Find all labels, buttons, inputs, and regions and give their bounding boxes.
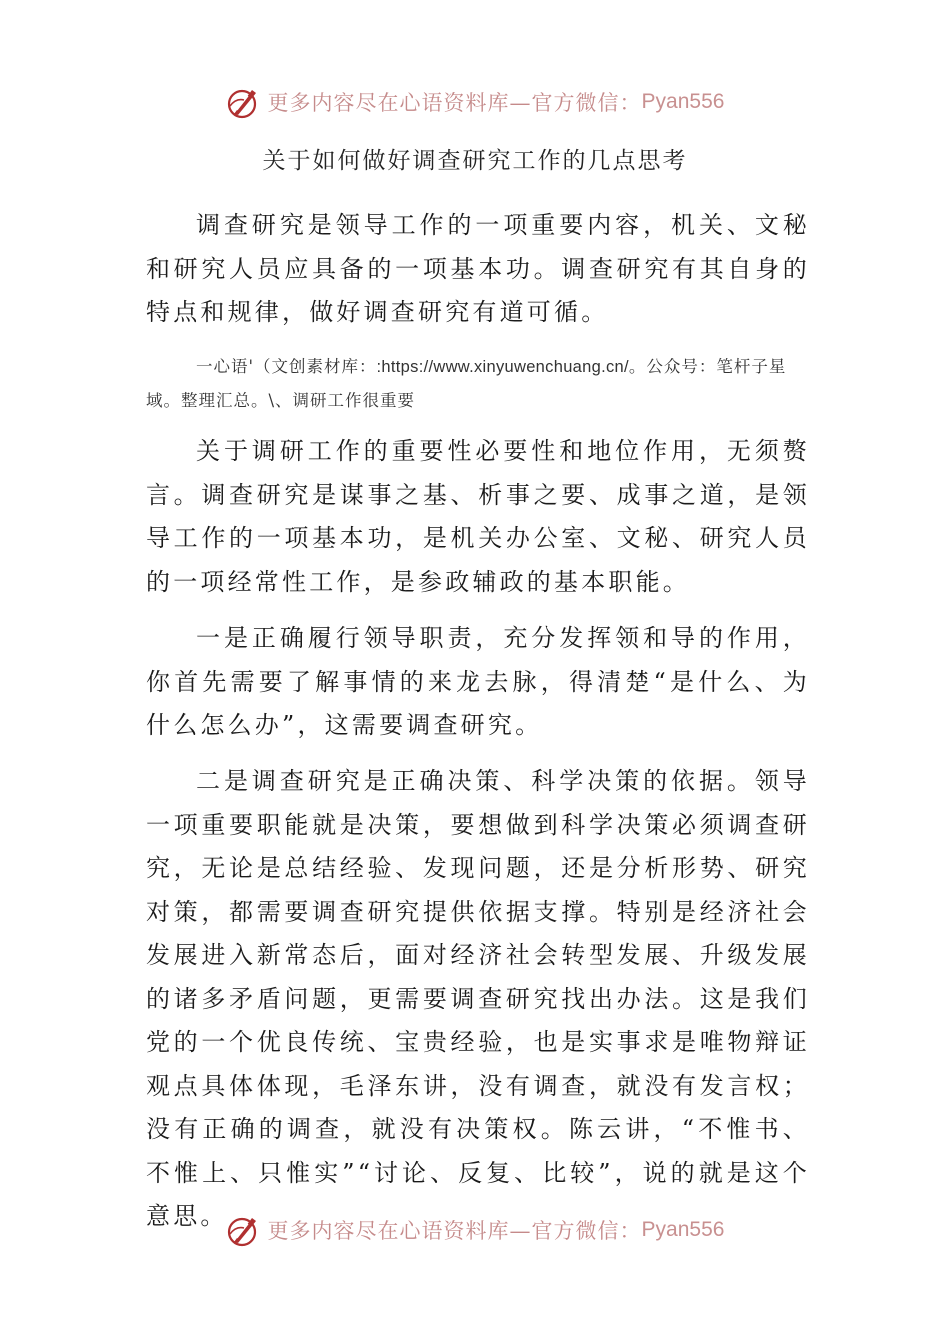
source-note-prefix: 一心语'（文创素材库： — [196, 357, 377, 376]
quill-pen-logo-icon — [226, 1212, 262, 1248]
banner-text: 更多内容尽在心语资料库—官方微信： — [267, 91, 642, 115]
paragraph-intro: 调查研究是领导工作的一项重要内容，机关、文秘和研究人员应具备的一项基本功。调查研究有其自身的特点和规律，做好调查研究有道可循。 — [146, 211, 810, 326]
source-note — [146, 350, 810, 417]
banner-wechat-id: Pyan556 — [641, 1218, 725, 1241]
source-note-suffix: 。公众号：笔杆子星域。整理汇总。\、调研工作很重要 — [146, 357, 787, 410]
paragraph-importance: 关于调研工作的重要性必要性和地位作用，无须赘言。调查研究是谋事之基、析事之要、成事之道，是领导工作的一项基本功，是机关办公室、文秘、研究人员的一项经常性工作，是参政辅政的基本职能。 — [146, 437, 810, 596]
header-watermark-banner — [0, 82, 950, 122]
footer-watermark-banner — [0, 1210, 950, 1250]
banner-text: 更多内容尽在心语资料库—官方微信： — [267, 1219, 642, 1243]
document-title: 关于如何做好调查研究工作的几点思考 — [262, 148, 688, 174]
banner-wechat-id: Pyan556 — [641, 90, 725, 113]
paragraph-point-one: 一是正确履行领导职责，充分发挥领和导的作用，你首先需要了解事情的来龙去脉，得清楚“是什么、为什么怎么办”，这需要调查研究。 — [146, 624, 810, 739]
quill-pen-logo-icon — [226, 84, 262, 120]
paragraph-point-two: 二是调查研究是正确决策、科学决策的依据。领导一项重要职能就是决策，要想做到科学决策必须调查研究，无论是总结经验、发现问题，还是分析形势、研究对策，都需要调查研究提供依据支撑。特别是经济社会发展进入新常态后，面对经济社会转型发展、升级发展的诸多矛盾问题，更需要调查研究找出办法。这是我们党的一个优良传统、宝贵经验，也是实事求是唯物辩证观点具体体现，毛泽东讲，没有调查，就没有发言权；没有正确的调查，就没有决策权。陈云讲，“不惟书、不惟上、只惟实”“讨论、反复、比较”，说的就是这个意思。 — [146, 767, 810, 1230]
source-note-url: :https://www.xinyuwenchuang.cn/ — [376, 358, 629, 376]
